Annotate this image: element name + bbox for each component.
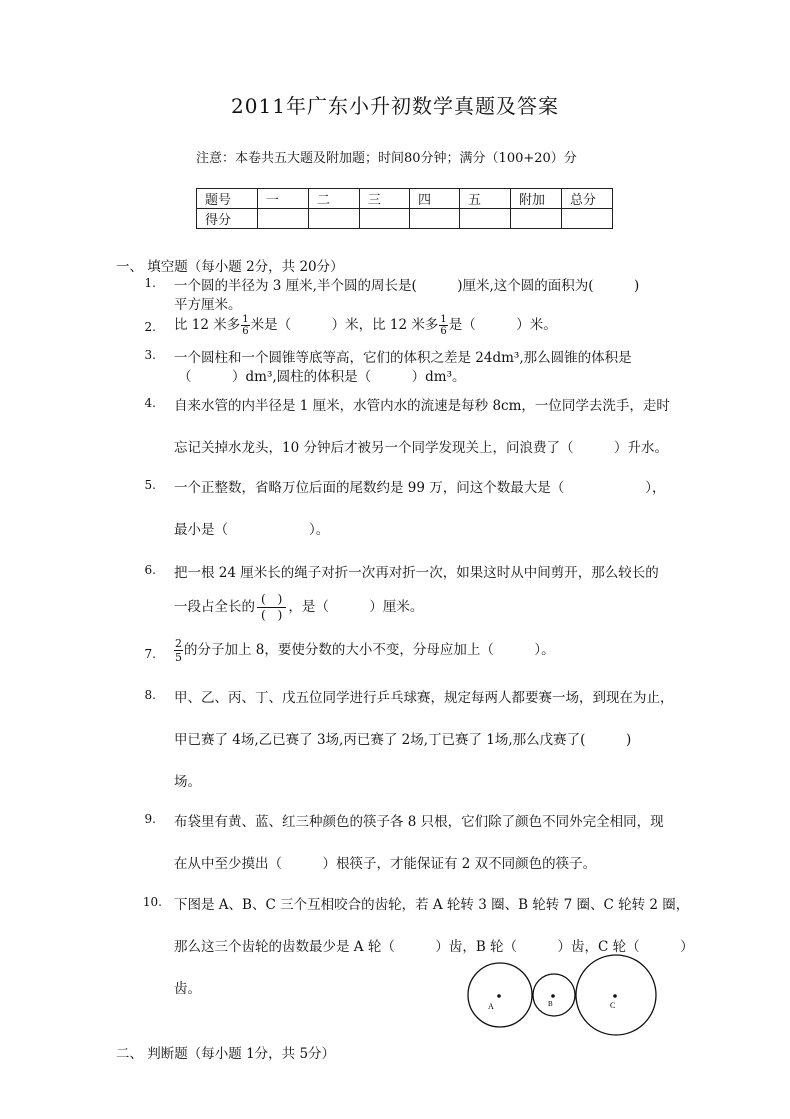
exam-notice: 注意：本卷共五大题及附加题；时间80分钟；满分（100+20）分 (196, 151, 577, 166)
question-number: 6. (144, 563, 156, 577)
question-8-line-3: 场。 (174, 774, 201, 790)
question-5-line-2: 最小是（ ）。 (174, 522, 330, 538)
question-number: 3. (144, 348, 156, 362)
score-cell[interactable] (258, 209, 309, 229)
question-9-line-2: 在从中至少摸出（ ）根筷子，才能保证有 2 双不同颜色的筷子。 (174, 856, 597, 872)
header-cell: 附加 (511, 189, 562, 209)
row-label-cell: 得分 (197, 209, 258, 229)
question-8-line-1: 甲、乙、丙、丁、戊五位同学进行乒乓球赛，规定每两人都要赛一场，到现在为止， (174, 690, 674, 706)
score-cell[interactable] (360, 209, 410, 229)
question-number: 1. (144, 276, 156, 290)
question-number: 10. (142, 895, 162, 909)
fraction-denominator: 6 (242, 326, 249, 337)
header-cell: 一 (258, 189, 309, 209)
fraction (241, 314, 249, 337)
gear-a-center (497, 994, 501, 998)
fraction-denominator: 5 (175, 651, 182, 664)
score-cell[interactable] (511, 209, 562, 229)
question-10-line-1: 下图是 A、B、C 三个互相咬合的齿轮，若 A 轮转 3 圈、B 轮转 7 圈、C 轮转 2 圈， (174, 897, 690, 913)
fraction-denominator-blank: ( ) (261, 608, 283, 622)
page-title: 2011年广东小升初数学真题及答案 (231, 94, 559, 118)
score-cell[interactable] (309, 209, 360, 229)
question-1-line-2: 平方厘米。 (174, 297, 242, 313)
question-2 (174, 313, 557, 337)
question-10-line-2: 那么这三个齿轮的齿数最少是 A 轮（ ）齿，B 轮（ ）齿，C 轮（ ） (174, 939, 694, 955)
question-2-part-1: 比 12 米多 (174, 317, 241, 333)
gear-a-label: A (488, 1002, 494, 1011)
question-7 (173, 637, 555, 664)
gear-c-center (613, 994, 617, 998)
fraction-numerator-blank: ( ) (257, 592, 286, 608)
question-7-text: 的分子加上 8，要使分数的大小不变，分母应加上（ ）。 (184, 642, 555, 658)
question-6-part-2: ，是（ ）厘米。 (288, 599, 424, 615)
question-number: 7. (144, 647, 156, 661)
fraction (174, 637, 183, 664)
question-number: 9. (144, 812, 156, 826)
header-cell: 总分 (562, 189, 613, 209)
fraction-numerator: 1 (440, 314, 447, 325)
blank-fraction (257, 592, 286, 623)
question-10-line-3: 齿。 (174, 981, 201, 997)
question-2-part-2: 米是（ ）米，比 12 米多 (250, 317, 439, 333)
score-table (196, 188, 613, 229)
question-3-line-2: （ ）dm³,圆柱的体积是（ ）dm³。 (178, 369, 466, 385)
header-cell: 题号 (197, 189, 258, 209)
fraction-numerator: 1 (242, 314, 249, 325)
question-number: 5. (144, 478, 156, 492)
header-cell: 三 (360, 189, 410, 209)
fraction (439, 314, 447, 337)
gear-b-center (551, 994, 555, 998)
score-cell[interactable] (460, 209, 511, 229)
question-6-line-2 (174, 592, 423, 623)
gears-diagram (460, 953, 660, 1041)
question-6-part-1: 一段占全长的 (174, 599, 255, 615)
question-5-line-1: 一个正整数，省略万位后面的尾数约是 99 万，问这个数最大是（ ）， (174, 480, 666, 496)
score-cell[interactable] (562, 209, 613, 229)
question-8-line-2: 甲已赛了 4场,乙已赛了 3场,丙已赛了 2场,丁已赛了 1场,那么戊赛了( ) (174, 732, 632, 748)
fraction-denominator: 6 (440, 326, 447, 337)
gear-b-label: B (548, 1000, 553, 1008)
header-cell: 四 (410, 189, 460, 209)
fraction-numerator: 2 (175, 637, 182, 650)
question-9-line-1: 布袋里有黄、蓝、红三种颜色的筷子各 8 只根，它们除了颜色不同外完全相同，现 (174, 814, 664, 830)
question-6-line-1: 把一根 24 厘米长的绳子对折一次再对折一次，如果这时从中间剪开，那么较长的 (174, 565, 659, 581)
score-table-score-row (197, 209, 613, 229)
gear-c-label: C (610, 1001, 616, 1010)
section-2-title: 二、 判断题（每小题 1分，共 5分） (116, 1046, 336, 1062)
header-cell: 五 (460, 189, 511, 209)
header-cell: 二 (309, 189, 360, 209)
question-number: 8. (144, 688, 156, 702)
question-number: 4. (144, 396, 156, 410)
score-cell[interactable] (410, 209, 460, 229)
question-number: 2. (144, 320, 156, 334)
question-4-line-1: 自来水管的内半径是 1 厘米，水管内水的流速是每秒 8cm，一位同学去洗手，走时 (174, 398, 670, 414)
question-1-line-1: 一个圆的半径为 3 厘米,半个圆的周长是( )厘米,这个圆的面积为( ) (174, 278, 640, 294)
question-2-part-3: 是（ ）米。 (448, 317, 557, 333)
question-3-line-1: 一个圆柱和一个圆锥等底等高，它们的体积之差是 24dm³,那么圆锥的体积是 (174, 350, 632, 366)
question-4-line-2: 忘记关掉水龙头，10 分钟后才被另一个同学发现关上，问浪费了（ ）升水。 (174, 440, 668, 456)
section-1-title: 一、 填空题（每小题 2分，共 20分） (116, 259, 344, 275)
score-table-header-row (197, 189, 613, 209)
